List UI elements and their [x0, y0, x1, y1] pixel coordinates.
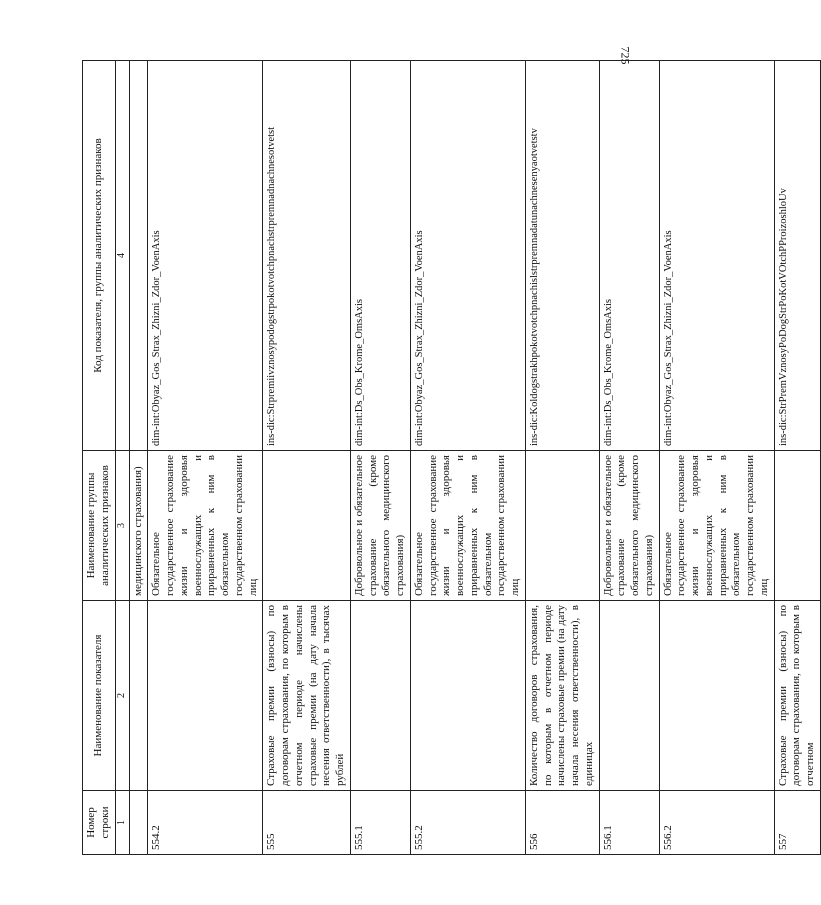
group-name [774, 451, 820, 601]
table-row [410, 61, 525, 855]
indicator-code: ins-dic:StrPremVznosyPoDogStrPoKotVOtchPProizoshloUv [774, 61, 820, 451]
indicator-code: dim-int:Obyaz_Gos_Strax_Zhizni_Zdor_VoenAxis [659, 61, 774, 451]
row-number: 555.2 [410, 791, 525, 855]
row-number: 556.1 [599, 791, 659, 855]
header-indicator-name: Наименование показателя [83, 601, 116, 791]
table-row [350, 61, 410, 855]
row-number: 554.2 [148, 791, 263, 855]
group-name: Обязательное государственное страхование жизни и здоровья военнослужащих и приравненных к ним в обязательном государственном страховании лиц [148, 451, 263, 601]
row-number: 556.2 [659, 791, 774, 855]
indicator-name [129, 601, 148, 791]
group-name: медицинского страхования) [129, 451, 148, 601]
table-row-continuation [129, 61, 148, 855]
column-index: 4 [116, 61, 130, 451]
rotated-table-container [82, 60, 816, 855]
row-number: 557 [774, 791, 820, 855]
page-number: 725 [618, 46, 633, 65]
column-index: 2 [116, 601, 130, 791]
column-index: 3 [116, 451, 130, 601]
table-row [599, 61, 659, 855]
group-name [525, 451, 599, 601]
indicator-name: Страховые премии (взносы) по договорам страхования, по которым в отчетном периоде начислены страховые премии (на дату начала несения ответственности), в тысячах рублей [263, 601, 351, 791]
table-row [263, 61, 351, 855]
group-name: Обязательное государственное страхование жизни и здоровья военнослужащих и приравненных к ним в обязательном государственном страховании лиц [659, 451, 774, 601]
header-group-name: Наименование группы аналитических признаков [83, 451, 116, 601]
group-name: Добровольное и обязательное страхование (кроме обязательного медицинского страхования) [599, 451, 659, 601]
indicator-name [659, 601, 774, 791]
indicator-name [410, 601, 525, 791]
indicator-code [129, 61, 148, 451]
indicator-name: Страховые премии (взносы) по договорам страхования, по которым в отчетном [774, 601, 820, 791]
group-name: Обязательное государственное страхование жизни и здоровья военнослужащих и приравненных к ним в обязательном государственном страховании лиц [410, 451, 525, 601]
header-code: Код показателя, группы аналитических признаков [83, 61, 116, 451]
indicator-code: ins-dic:Koldogstrakhpokotvotchpnachislstrpremnadatunachnesenyaotvetstv [525, 61, 599, 451]
table-header-row [83, 61, 116, 855]
group-name: Добровольное и обязательное страхование (кроме обязательного медицинского страхования) [350, 451, 410, 601]
indicator-code: ins-dic:Strpremiivznosypodogstrpokotvotchpnachstrpremnadnachnesotvetst [263, 61, 351, 451]
indicator-name [148, 601, 263, 791]
indicator-code: dim-int:Obyaz_Gos_Strax_Zhizni_Zdor_VoenAxis [410, 61, 525, 451]
indicator-name [350, 601, 410, 791]
indicator-code: dim-int:Ds_Obs_Krome_OmsAxis [350, 61, 410, 451]
row-number: 556 [525, 791, 599, 855]
indicator-code: dim-int:Obyaz_Gos_Strax_Zhizni_Zdor_VoenAxis [148, 61, 263, 451]
column-index-row [116, 61, 130, 855]
indicator-name: Количество договоров страхования, по которым в отчетном периоде начислены страховые премии (на дату начала несения ответственности), в единицах [525, 601, 599, 791]
table-row [525, 61, 599, 855]
table-row [148, 61, 263, 855]
row-number: 555.1 [350, 791, 410, 855]
column-index: 1 [116, 791, 130, 855]
group-name [263, 451, 351, 601]
row-number [129, 791, 148, 855]
indicator-name [599, 601, 659, 791]
indicator-table [82, 60, 821, 855]
table-row [659, 61, 774, 855]
header-row-number: Номер строки [83, 791, 116, 855]
row-number: 555 [263, 791, 351, 855]
indicator-code: dim-int:Ds_Obs_Krome_OmsAxis [599, 61, 659, 451]
table-row [774, 61, 820, 855]
